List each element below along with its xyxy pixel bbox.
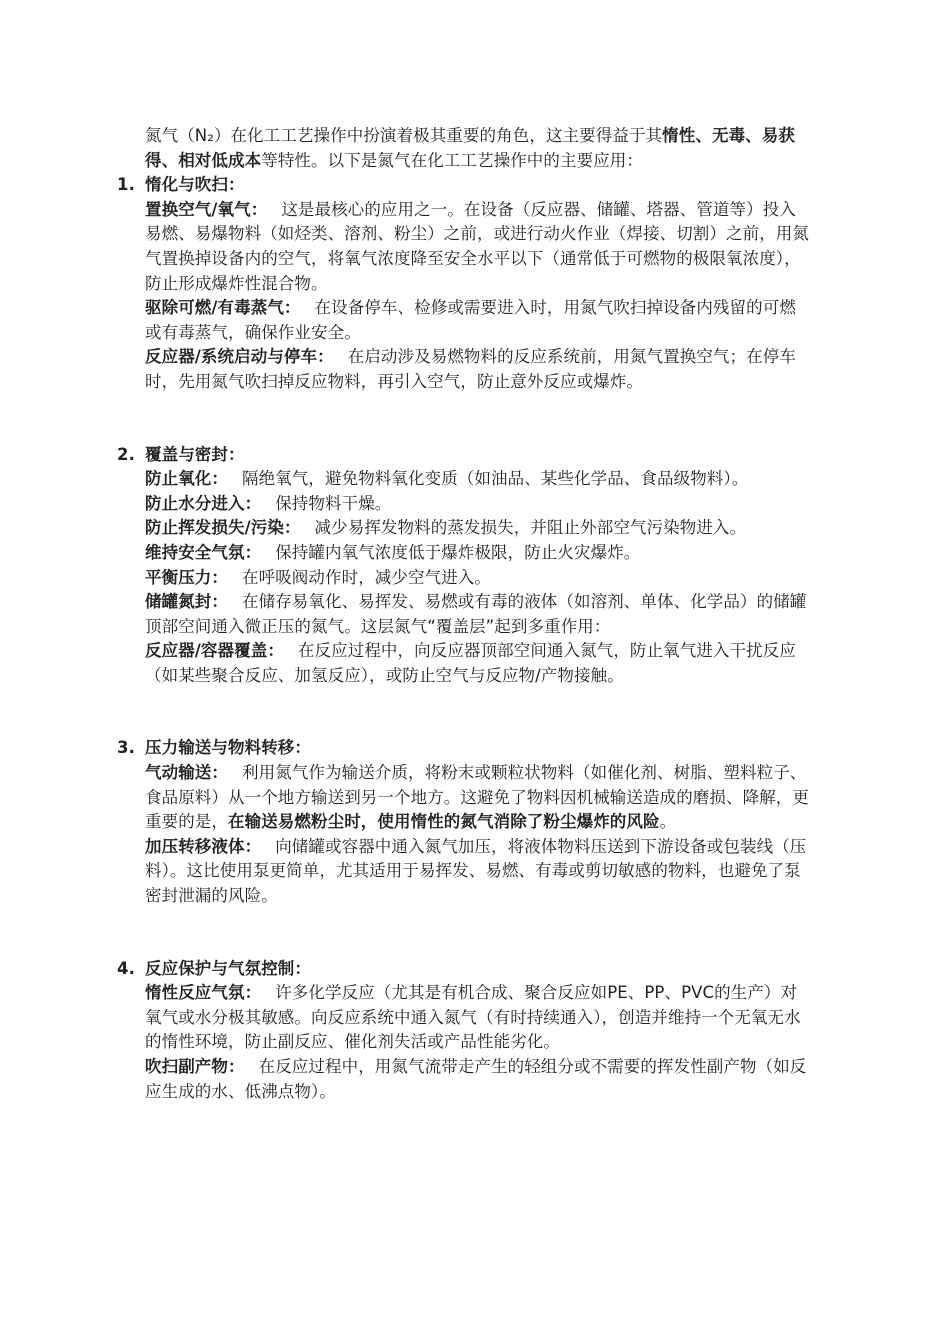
- item-text: 隔绝氧气，避免物料氧化变质（如油品、某些化学品、食品级物料）。: [242, 469, 749, 489]
- item-text: 在呼吸阀动作时，减少空气进入。: [242, 567, 491, 587]
- item-bold-text: 在输送易燃粉尘时，使用惰性的氮气消除了粉尘爆炸的风险: [228, 812, 660, 832]
- section-heading: [117, 173, 810, 198]
- item-text: 保持罐内氧气浓度低于爆炸极限，防止火灾爆炸。: [275, 542, 641, 562]
- list-item: [145, 639, 810, 688]
- list-item: [145, 467, 810, 492]
- list-item: [145, 981, 810, 1055]
- item-text: 减少易挥发物料的蒸发损失，并阻止外部空气污染物进入。: [314, 518, 747, 538]
- item-label: 维持安全气氛：: [145, 542, 262, 562]
- item-label: 平衡压力：: [145, 567, 228, 587]
- item-text: 在反应过程中，用氮气流带走产生的轻组分或不需要的挥发性副产物（如反应生成的水、低沸点物）。: [145, 1057, 807, 1101]
- item-label: 驱除可燃/有毒蒸气：: [145, 298, 301, 318]
- item-label: 加压转移液体：: [145, 836, 262, 856]
- section-number: 3.: [117, 738, 135, 758]
- item-text: 向储罐或容器中通入氮气加压，将液体物料压送到下游设备或包装线（压料）。这比使用泵更简单，尤其适用于易挥发、易燃、有毒或剪切敏感的物料，也避免了泵密封泄漏的风险。: [145, 836, 807, 906]
- section-1: [117, 173, 810, 394]
- item-label: 防止氧化：: [145, 469, 228, 489]
- item-label: 防止挥发损失/污染：: [145, 518, 301, 538]
- item-text-tail: 。: [659, 812, 677, 832]
- intro-bold-text: 惰性、无毒、易获得、相对低成本: [145, 126, 795, 170]
- list-item: [145, 198, 810, 296]
- section-number: 2.: [117, 444, 135, 464]
- section-heading: [117, 443, 810, 468]
- section-title: 反应保护与气氛控制：: [145, 958, 311, 978]
- list-item: [145, 761, 810, 835]
- item-text: 许多化学反应（尤其是有机合成、聚合反应如PE、PP、PVC的生产）对氧气或水分极其敏感。向反应系统中通入氮气（有时持续通入），创造并维持一个无氧无水的惰性环境，防止副反应、催化剂失活或产品性能劣化。: [145, 983, 801, 1052]
- item-label: 反应器/系统启动与停车：: [145, 347, 334, 367]
- intro-paragraph: [145, 124, 810, 173]
- list-item: [145, 296, 810, 345]
- item-label: 置换空气/氧气：: [145, 199, 268, 219]
- section-title: 压力输送与物料转移：: [145, 738, 311, 758]
- list-item: [145, 541, 810, 566]
- section-title: 覆盖与密封：: [145, 444, 245, 464]
- section-title: 惰化与吹扫：: [145, 175, 245, 195]
- item-label: 反应器/容器覆盖：: [145, 641, 284, 661]
- list-item: [145, 590, 810, 639]
- intro-text-tail: 等特性。以下是氮气在化工工艺操作中的主要应用：: [261, 150, 644, 170]
- list-item: [145, 516, 810, 541]
- intro-text: 氮气（N₂）在化工工艺操作中扮演着极其重要的角色，这主要得益于其: [145, 126, 663, 145]
- item-label: 储罐氮封：: [145, 592, 228, 612]
- item-text: 在反应过程中，向反应器顶部空间通入氮气，防止氧气进入干扰反应（如某些聚合反应、加氢反应），或防止空气与反应物/产物接触。: [145, 641, 796, 685]
- item-label: 吹扫副产物：: [145, 1057, 245, 1076]
- item-text: 在设备停车、检修或需要进入时，用氮气吹扫掉设备内残留的可燃或有毒蒸气，确保作业安全。: [145, 298, 796, 342]
- item-label: 防止水分进入：: [145, 493, 262, 513]
- list-item: [145, 492, 810, 517]
- list-item: [145, 566, 810, 591]
- item-text: 保持物料干燥。: [275, 493, 392, 513]
- section-4: [117, 957, 810, 1105]
- list-item: [145, 345, 810, 394]
- item-text: 在储存易氧化、易挥发、易燃或有毒的液体（如溶剂、单体、化学品）的储罐顶部空间通入微正压的氮气。这层氮气“覆盖层”起到多重作用：: [145, 592, 807, 636]
- section-3: [117, 736, 810, 908]
- list-item: [145, 835, 810, 909]
- item-label: 惰性反应气氛：: [145, 983, 262, 1003]
- item-text: 这是最核心的应用之一。在设备（反应器、储罐、塔器、管道等）投入易燃、易爆物料（如烃类、溶剂、粉尘）之前，或进行动火作业（焊接、切割）之前，用氮气置换掉设备内的空气，将氧气浓度降至安全水平以下（通常低于可燃物的极限氧浓度），防止形成爆炸性混合物。: [145, 199, 809, 293]
- item-text: 在启动涉及易燃物料的反应系统前，用氮气置换空气；在停车时，先用氮气吹扫掉反应物料，再引入空气，防止意外反应或爆炸。: [145, 347, 796, 391]
- item-label: 气动输送：: [145, 763, 228, 783]
- item-text: 利用氮气作为输送介质，将粉末或颗粒状物料（如催化剂、树脂、塑料粒子、食品原料）从一个地方输送到另一个地方。这避免了物料因机械输送造成的磨损、降解，更重要的是，: [145, 763, 809, 832]
- list-item: [145, 1055, 810, 1104]
- section-number: 1.: [117, 175, 135, 195]
- document-body: [117, 124, 810, 1104]
- section-heading: [117, 736, 810, 761]
- section-number: 4.: [117, 958, 135, 978]
- section-heading: [117, 957, 810, 982]
- section-2: [117, 443, 810, 689]
